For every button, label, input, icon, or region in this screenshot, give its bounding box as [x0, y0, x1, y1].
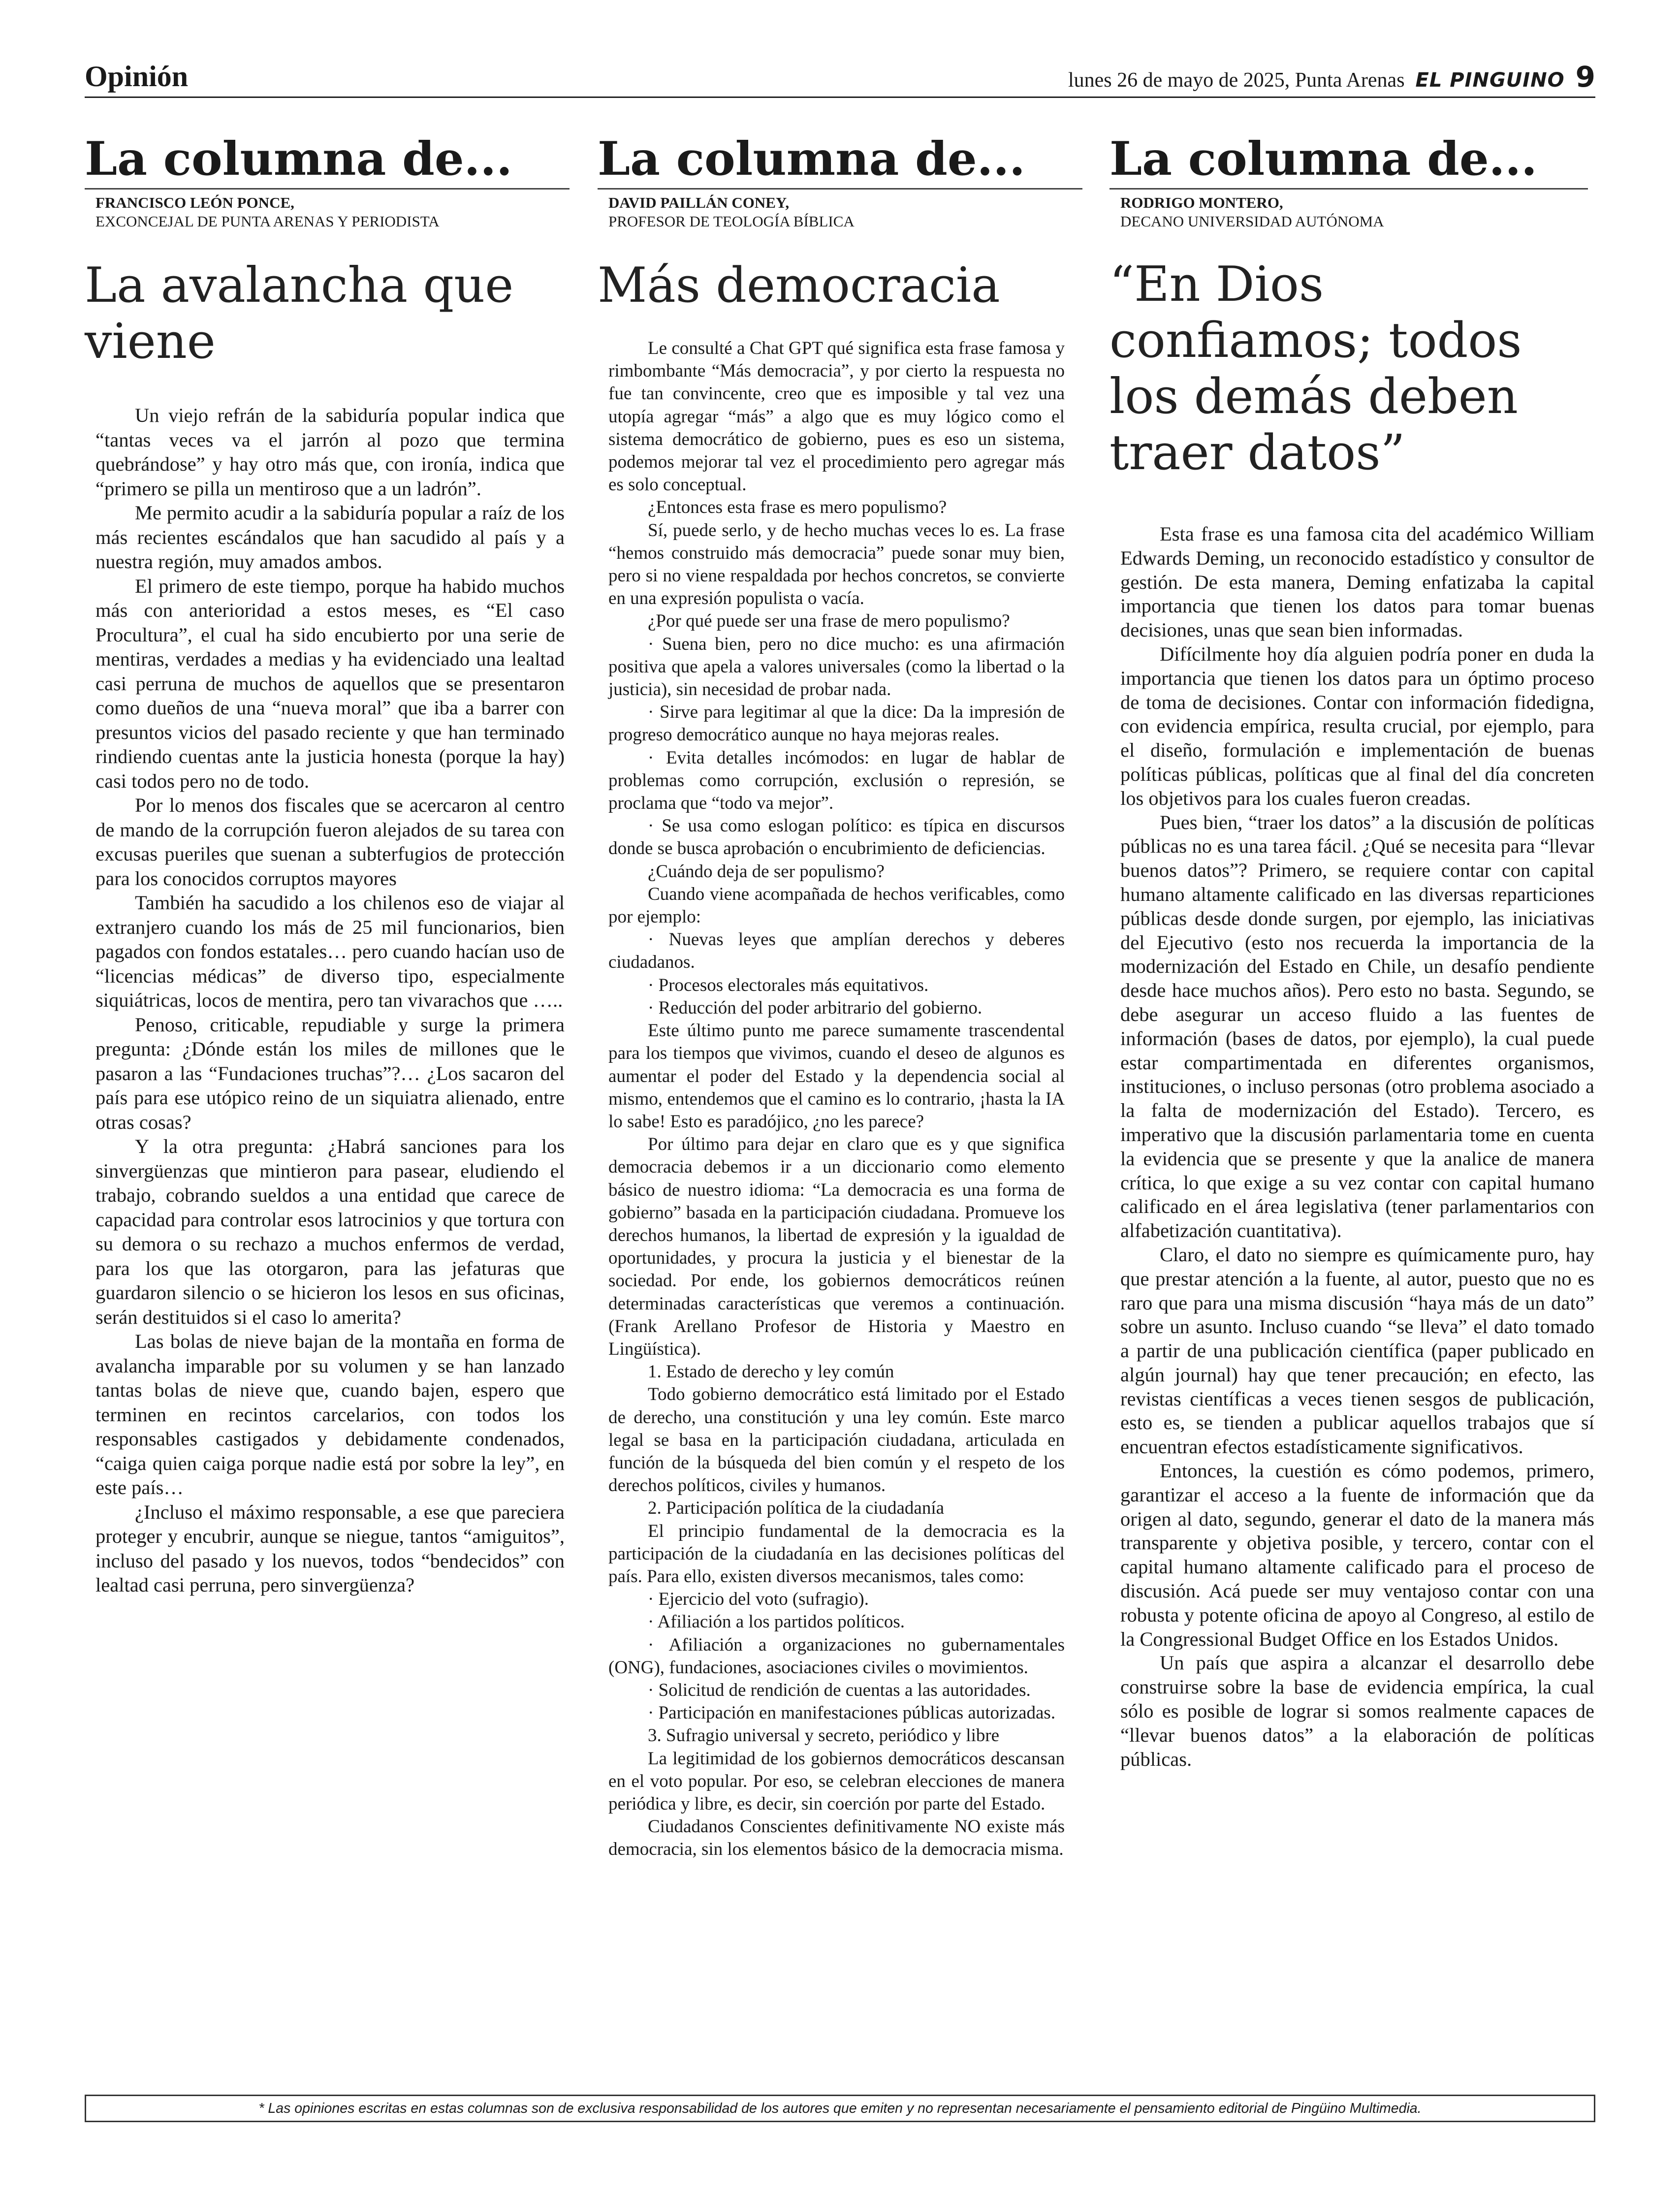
author-role: EXCONCEJAL DE PUNTA ARENAS Y PERIODISTA [95, 213, 440, 230]
column-1 [85, 132, 570, 1597]
column-3 [1109, 132, 1594, 1771]
paragraph: Por último para dejar en claro que es y que significa democracia debemos ir a un diccionario como elemento básico de nuestro idioma: “La democracia es una forma de gobierno” basada en la participación ciudadana. Promueve los derechos humanos, la libertad de expresión y la igualdad de oportunidades, y procura la justicia y el bienestar de la sociedad. Por ende, los gobiernos democráticos reúnen determinadas características que veremos a continuación. (Frank Arellano Profesor de Historia y Maestro en Lingüística). [608, 1134, 1065, 1359]
article-headline: La avalancha que viene [85, 257, 514, 370]
paragraph: · Nuevas leyes que amplían derechos y deberes ciudadanos. [608, 929, 1065, 973]
paragraph: · Se usa como eslogan político: es típica en discursos donde se busca aprobación o encubrimiento de deficiencias. [608, 816, 1065, 859]
newspaper-name: EL PINGUINO [1415, 69, 1565, 92]
paragraph: También ha sacudido a los chilenos eso de viajar al extranjero cuando los más de 25 mil funcionarios, bien pagados con fondos estatales… pero cuando hacían uso de “licencias médicas” de diverso tipo, especialmente siquiátricas, locos de mentira, pero tan vivarachos que ….. [95, 892, 565, 1011]
author-role: DECANO UNIVERSIDAD AUTÓNOMA [1120, 213, 1384, 230]
paragraph: · Afiliación a organizaciones no gubernamentales (ONG), fundaciones, asociaciones civiles o movimientos. [608, 1634, 1065, 1678]
paragraph: La legitimidad de los gobiernos democráticos descansan en el voto popular. Por eso, se celebran elecciones de manera periódica y libre, es decir, sin coerción por parte del Estado. [608, 1748, 1065, 1814]
author-role: PROFESOR DE TEOLOGÍA BÍBLICA [608, 213, 855, 230]
paragraph: Todo gobierno democrático está limitado por el Estado de derecho, una constitución y una ley común. Este marco legal se basa en la participación ciudadana, articulada en función de la búsqueda del bien común y el respeto de los derechos políticos, civiles y humanos. [608, 1384, 1065, 1496]
paragraph: Le consulté a Chat GPT qué significa esta frase famosa y rimbombante “Más democracia”, y por cierto la respuesta no fue tan convincente, creo que es imposible y tal vez una utopía agregar “más” a algo que es muy lógico como el sistema democrático de gobierno, pues es eso un sistema, podemos mejorar tal vez el procedimiento pero agregar más es solo conceptual. [608, 338, 1065, 495]
disclaimer-text: * Las opiniones escritas en estas columnas son de exclusiva responsabilidad de los autores que emiten y no representan necesariamente el pensamiento editorial de Pingüino Multimedia. [258, 2100, 1422, 2116]
publication-date: lunes 26 de mayo de 2025, Punta Arenas [1068, 69, 1405, 92]
paragraph: · Afiliación a los partidos políticos. [648, 1612, 905, 1632]
column-label: La columna de... [598, 132, 1082, 190]
dateline [1068, 60, 1595, 94]
section-title: Opinión [85, 60, 189, 93]
column-label: La columna de... [85, 132, 570, 190]
page-header [85, 60, 1595, 98]
paragraph: · Ejercicio del voto (sufragio). [648, 1589, 869, 1610]
paragraph: Un viejo refrán de la sabiduría popular indica que “tantas veces va el jarrón al pozo que termina quebrándose” y hay otro más que, con ironía, indica que “primero se pilla un mentiroso que a un ladrón”. [95, 404, 565, 500]
paragraph: · Suena bien, pero no dice mucho: es una afirmación positiva que apela a valores universales (como la libertad o la justicia), sin necesidad de probar nada. [608, 634, 1065, 700]
paragraph: Entonces, la cuestión es cómo podemos, primero, garantizar el acceso a la fuente de información que da origen al dato, segundo, generar el dato de la manera más transparente y objetiva posible, y tercero, contar con el capital humano altamente calificado para el proceso de discusión. Acá puede ser muy ventajoso contar con una robusta y potente oficina de apoyo al Congreso, al estilo de la Congressional Budget Office en los Estados Unidos. [1120, 1460, 1594, 1650]
disclaimer-box [85, 2095, 1595, 2122]
column-label: La columna de... [1109, 132, 1588, 190]
paragraph: 3. Sufragio universal y secreto, periódico y libre [648, 1725, 1000, 1746]
paragraph: Cuando viene acompañada de hechos verificables, como por ejemplo: [608, 884, 1065, 927]
paragraph: ¿Entonces esta frase es mero populismo? [648, 497, 947, 518]
paragraph: · Reducción del poder arbitrario del gobierno. [648, 997, 983, 1018]
article-headline: “En Dios confiamos; todos los demás deben traer datos” [1109, 256, 1522, 481]
page-number: 9 [1575, 60, 1595, 94]
paragraph: El primero de este tiempo, porque ha habido muchos más con anterioridad a estos meses, es “El caso Procultura”, el cual ha sido encubierto por una serie de mentiras, verdades a medias y ha evidenciado una lealtad casi perruna de muchos de aquellos que se presentaron como dueños de una “nueva moral” que iba a barrer con presuntos vicios del pasado reciente y que han terminado rindiendo cuentas ante la justicia honesta (porque la hay) casi todos pero no de todo. [95, 574, 565, 792]
article-body [1109, 522, 1594, 1771]
paragraph: Ciudadanos Conscientes definitivamente NO existe más democracia, sin los elementos básico de la democracia misma. [608, 1816, 1065, 1860]
paragraph: · Sirve para legitimar al que la dice: Da la impresión de progreso democrático aunque no haya mejoras reales. [608, 702, 1065, 745]
paragraph: Claro, el dato no siempre es químicamente puro, hay que prestar atención a la fuente, al autor, puesto que no es raro que para una misma discusión “haya más de un dato” sobre un asunto. Incluso cuando “se lleva” el dato tomado a partir de una publicación científica (paper publicado en algún journal) hay que tener precaución; en efecto, las revistas científicas a veces tienen sesgos de publicación, esto es, se tienden a publicar aquellos trabajos que sí encuentran efectos estadísticamente significativos. [1120, 1243, 1594, 1458]
paragraph: Y la otra pregunta: ¿Habrá sanciones para los sinvergüenzas que mintieron para pasear, eludiendo el trabajo, cobrando sueldos a una entidad que carece de capacidad para controlar esos latrocinios y que tortura con su demora o su rechazo a muchos enfermos de verdad, para los que las otorgaron, para las jefaturas que guardaron silencio o se hicieron los lesos en sus oficinas, serán destituidos si el caso lo amerita? [95, 1135, 565, 1328]
author-name: FRANCISCO LEÓN PONCE, [95, 194, 294, 211]
paragraph: Me permito acudir a la sabiduría popular a raíz de los más recientes escándalos que han sacudido al país y a nuestra región, muy amados ambos. [95, 502, 565, 573]
author-name: DAVID PAILLÁN CONEY, [608, 194, 790, 211]
author-block [608, 193, 1082, 231]
article-headline: Más democracia [598, 257, 1000, 314]
column-2 [598, 132, 1082, 1861]
paragraph: Penoso, criticable, repudiable y surge la primera pregunta: ¿Dónde están los miles de millones que le pasaron a las “Fundaciones truchas”?… ¿Los sacaron del país para ese utópico reino de un siquiatra alienado, entre otras cosas? [95, 1013, 565, 1133]
paragraph: ¿Cuándo deja de ser populismo? [648, 861, 885, 882]
paragraph: · Evita detalles incómodos: en lugar de hablar de problemas como corrupción, exclusión o represión, se proclama que “todo va mejor”. [608, 747, 1065, 814]
paragraph: ¿Incluso el máximo responsable, a ese que pareciera proteger y encubrir, aunque se niegue, tantos “amiguitos”, incluso del pasado y los nuevos, todos “bendecidos” con lealtad casi perruna, pero sinvergüenza? [95, 1500, 565, 1596]
paragraph: Por lo menos dos fiscales que se acercaron al centro de mando de la corrupción fueron alejados de su tarea con excusas pueriles que suenan a subterfugios de protección para los conocidos corruptos mayores [95, 794, 565, 890]
paragraph: ¿Por qué puede ser una frase de mero populismo? [648, 611, 1010, 632]
paragraph: · Procesos electorales más equitativos. [648, 975, 929, 995]
paragraph: 1. Estado de derecho y ley común [648, 1362, 894, 1382]
author-name: RODRIGO MONTERO, [1120, 194, 1283, 211]
paragraph: 2. Participación política de la ciudadanía [648, 1498, 945, 1519]
paragraph: Pues bien, “traer los datos” a la discusión de políticas públicas no es una tarea fácil. ¿Qué se necesita para “llevar buenos datos”? Primero, se requiere contar con capital humano altamente calificado en las diversas reparticiones públicas desde donde surgen, por ejemplo, las iniciativas del Ejecutivo (esto nos recuerda la importancia de la modernización del Estado en Chile, un desafío pendiente desde hace muchos años). Pero esto no basta. Segundo, se debe asegurar un acceso fluido a las fuentes de información (bases de datos, por ejemplo), la cual puede estar compartimentada en diferentes organismos, instituciones, o incluso personas (otro problema asociado a la falta de modernización del Estado). Tercero, es imperativo que la discusión parlamentaria tome en cuenta la evidencia que se presente y que la analice de manera crítica, lo que exige a su vez contar con capital humano calificado en el área legislativa (tener parlamentarios con alfabetización cuantitativa). [1120, 811, 1594, 1242]
paragraph: El principio fundamental de la democracia es la participación de la ciudadanía en las decisiones políticas del país. Para ello, existen diversos mecanismos, tales como: [608, 1521, 1065, 1587]
article-body [85, 403, 570, 1597]
paragraph: · Solicitud de rendición de cuentas a las autoridades. [648, 1680, 1031, 1700]
paragraph: Sí, puede serlo, y de hecho muchas veces lo es. La frase “hemos construido más democracia” puede sonar muy bien, pero si no viene respaldada por hechos concretos, se convierte en una expresión populista o vacía. [608, 520, 1065, 609]
paragraph: Un país que aspira a alcanzar el desarrollo debe construirse sobre la base de evidencia empírica, la cual sólo es posible de lograr si somos realmente capaces de “llevar buenos datos” a la elaboración de políticas públicas. [1120, 1652, 1594, 1770]
paragraph: · Participación en manifestaciones públicas autorizadas. [648, 1703, 1056, 1723]
article-body [598, 337, 1082, 1861]
author-block [1120, 193, 1594, 231]
paragraph: Las bolas de nieve bajan de la montaña en forma de avalancha imparable por su volumen y se han lanzado tantas bolas de nieve que, cuando bajen, espero que terminen en recintos carcelarios, con todos los responsables castigados y debidamente condenados, “caiga quien caiga porque nadie está por sobre la ley”, en este país… [95, 1330, 565, 1498]
paragraph: Este último punto me parece sumamente trascendental para los tiempos que vivimos, cuando el deseo de algunos es aumentar el poder del Estado y la dependencia social al mismo, entendemos que el camino es lo contrario, ¡hasta la IA lo sabe! Esto es paradójico, ¿no les parece? [608, 1020, 1065, 1132]
author-block [95, 193, 570, 231]
paragraph: Esta frase es una famosa cita del académico William Edwards Deming, un reconocido estadístico y consultor de gestión. De esta manera, Deming enfatizaba la capital importancia que tienen los datos para tomar buenas decisiones, unas que sean bien informadas. [1120, 523, 1594, 641]
paragraph: Difícilmente hoy día alguien podría poner en duda la importancia que tienen los datos para un óptimo proceso de toma de decisiones. Contar con información fidedigna, con evidencia empírica, resulta crucial, por ejemplo, para el diseño, formulación e implementación de buenas políticas públicas, políticas que al final del día concreten los objetivos para los cuales fueron creadas. [1120, 642, 1594, 809]
